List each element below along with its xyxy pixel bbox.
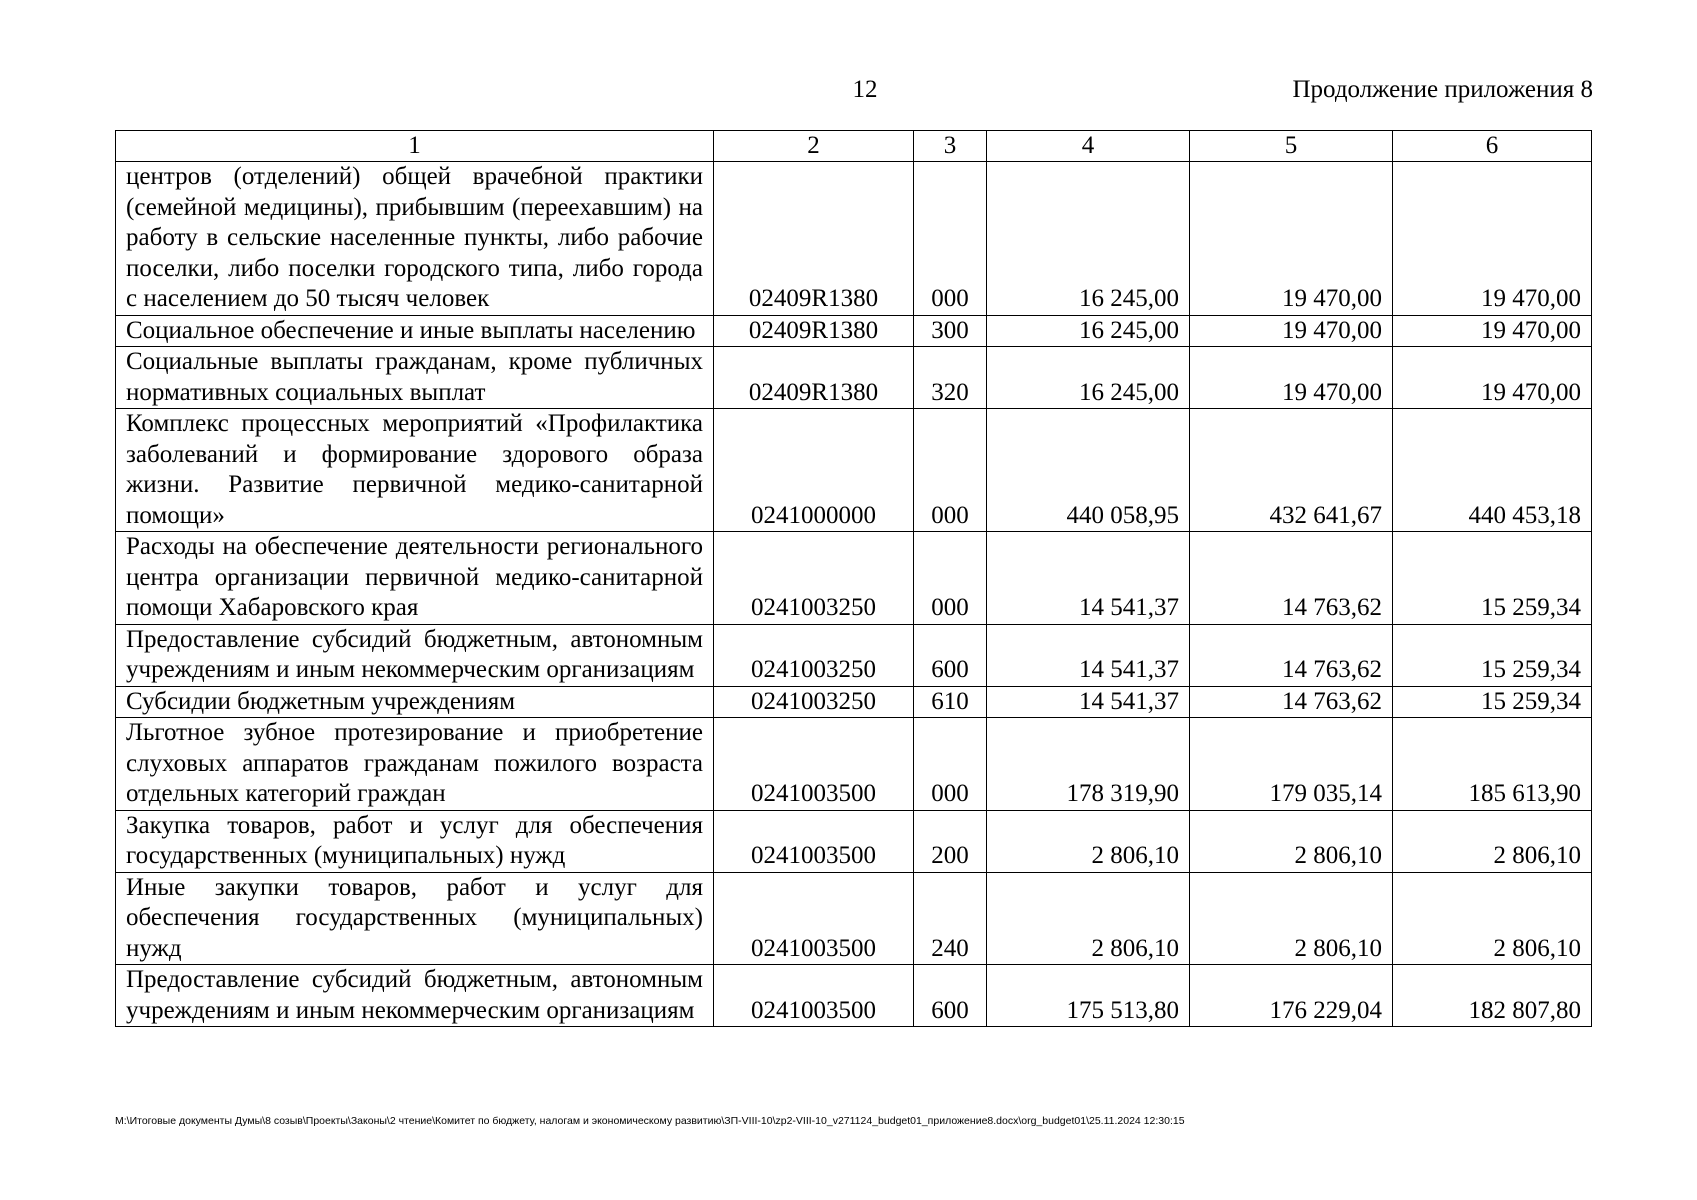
row-target-code: 0241003500 (714, 965, 914, 1027)
document-file-path: M:\Итоговые документы Думы\8 созыв\Проекты\Законы\2 чтение\Комитет по бюджету, налогам и экономическому развитию\ЗП-VIII-10\zp2-VIII-10_v271124_budget01_приложение8.docx\org_budget01\25.11.2024 12:30:15 (115, 1115, 1185, 1127)
row-amount-col5: 432 641,67 (1190, 409, 1393, 532)
row-amount-col6: 19 470,00 (1393, 162, 1592, 316)
row-expense-type: 000 (914, 162, 987, 316)
row-amount-col4: 2 806,10 (987, 872, 1190, 965)
row-description: Комплекс процессных мероприятий «Профилактика заболеваний и формирование здорового образа жизни. Развитие первичной медико-санитарной помощи» (116, 409, 714, 532)
row-amount-col6: 182 807,80 (1393, 965, 1592, 1027)
column-header: 1 (116, 131, 714, 162)
row-target-code: 0241003250 (714, 686, 914, 718)
row-amount-col5: 2 806,10 (1190, 810, 1393, 872)
row-amount-col4: 14 541,37 (987, 686, 1190, 718)
row-expense-type: 600 (914, 624, 987, 686)
row-expense-type: 610 (914, 686, 987, 718)
row-target-code: 02409R1380 (714, 162, 914, 316)
row-amount-col4: 16 245,00 (987, 347, 1190, 409)
row-target-code: 0241003250 (714, 532, 914, 625)
row-amount-col5: 19 470,00 (1190, 347, 1393, 409)
row-expense-type: 240 (914, 872, 987, 965)
table-row (116, 718, 1592, 811)
row-amount-col4: 16 245,00 (987, 315, 1190, 347)
column-header: 3 (914, 131, 987, 162)
row-description: Субсидии бюджетным учреждениям (116, 686, 714, 718)
row-expense-type: 320 (914, 347, 987, 409)
row-amount-col5: 2 806,10 (1190, 872, 1393, 965)
row-target-code: 0241003500 (714, 810, 914, 872)
row-target-code: 0241000000 (714, 409, 914, 532)
table-row (116, 162, 1592, 316)
row-amount-col5: 176 229,04 (1190, 965, 1393, 1027)
row-description: Социальные выплаты гражданам, кроме публичных нормативных социальных выплат (116, 347, 714, 409)
row-target-code: 0241003250 (714, 624, 914, 686)
row-amount-col4: 175 513,80 (987, 965, 1190, 1027)
row-amount-col6: 2 806,10 (1393, 872, 1592, 965)
row-amount-col5: 14 763,62 (1190, 532, 1393, 625)
row-expense-type: 200 (914, 810, 987, 872)
row-amount-col5: 19 470,00 (1190, 315, 1393, 347)
row-expense-type: 600 (914, 965, 987, 1027)
row-description: центров (отделений) общей врачебной практики (семейной медицины), прибывшим (переехавшим) на работу в сельские населенные пункты, либо рабочие поселки, либо поселки городского типа, либо города с населением до 50 тысяч человек (116, 162, 714, 316)
row-target-code: 02409R1380 (714, 315, 914, 347)
row-description: Иные закупки товаров, работ и услуг для обеспечения государственных (муниципальных) нужд (116, 872, 714, 965)
row-amount-col5: 19 470,00 (1190, 162, 1393, 316)
table-row (116, 965, 1592, 1027)
row-amount-col6: 185 613,90 (1393, 718, 1592, 811)
row-amount-col5: 14 763,62 (1190, 624, 1393, 686)
row-amount-col6: 19 470,00 (1393, 347, 1592, 409)
table-row (116, 532, 1592, 625)
row-amount-col4: 14 541,37 (987, 624, 1190, 686)
row-amount-col5: 14 763,62 (1190, 686, 1393, 718)
table-row (116, 872, 1592, 965)
row-target-code: 0241003500 (714, 872, 914, 965)
row-amount-col6: 15 259,34 (1393, 532, 1592, 625)
table-header-row (116, 131, 1592, 162)
row-amount-col6: 2 806,10 (1393, 810, 1592, 872)
row-description: Предоставление субсидий бюджетным, автономным учреждениям и иным некоммерческим организациям (116, 965, 714, 1027)
row-amount-col4: 14 541,37 (987, 532, 1190, 625)
table-row (116, 686, 1592, 718)
column-header: 5 (1190, 131, 1393, 162)
row-amount-col4: 2 806,10 (987, 810, 1190, 872)
row-target-code: 0241003500 (714, 718, 914, 811)
row-description: Закупка товаров, работ и услуг для обеспечения государственных (муниципальных) нужд (116, 810, 714, 872)
table-row (116, 810, 1592, 872)
row-amount-col4: 440 058,95 (987, 409, 1190, 532)
table-row (116, 347, 1592, 409)
column-header: 4 (987, 131, 1190, 162)
row-description: Предоставление субсидий бюджетным, автономным учреждениям и иным некоммерческим организациям (116, 624, 714, 686)
row-expense-type: 000 (914, 532, 987, 625)
row-expense-type: 000 (914, 409, 987, 532)
row-description: Расходы на обеспечение деятельности регионального центра организации первичной медико-санитарной помощи Хабаровского края (116, 532, 714, 625)
row-amount-col6: 15 259,34 (1393, 624, 1592, 686)
row-target-code: 02409R1380 (714, 347, 914, 409)
table-row (116, 409, 1592, 532)
row-amount-col6: 19 470,00 (1393, 315, 1592, 347)
row-amount-col4: 16 245,00 (987, 162, 1190, 316)
budget-table (115, 130, 1592, 1027)
row-amount-col5: 179 035,14 (1190, 718, 1393, 811)
row-description: Социальное обеспечение и иные выплаты населению (116, 315, 714, 347)
row-expense-type: 300 (914, 315, 987, 347)
column-header: 2 (714, 131, 914, 162)
row-expense-type: 000 (914, 718, 987, 811)
table-row (116, 624, 1592, 686)
page-number: 12 (852, 76, 878, 103)
row-amount-col6: 15 259,34 (1393, 686, 1592, 718)
row-description: Льготное зубное протезирование и приобретение слуховых аппаратов гражданам пожилого возраста отдельных категорий граждан (116, 718, 714, 811)
continuation-label: Продолжение приложения 8 (1292, 76, 1593, 103)
column-header: 6 (1393, 131, 1592, 162)
table-row (116, 315, 1592, 347)
row-amount-col4: 178 319,90 (987, 718, 1190, 811)
row-amount-col6: 440 453,18 (1393, 409, 1592, 532)
